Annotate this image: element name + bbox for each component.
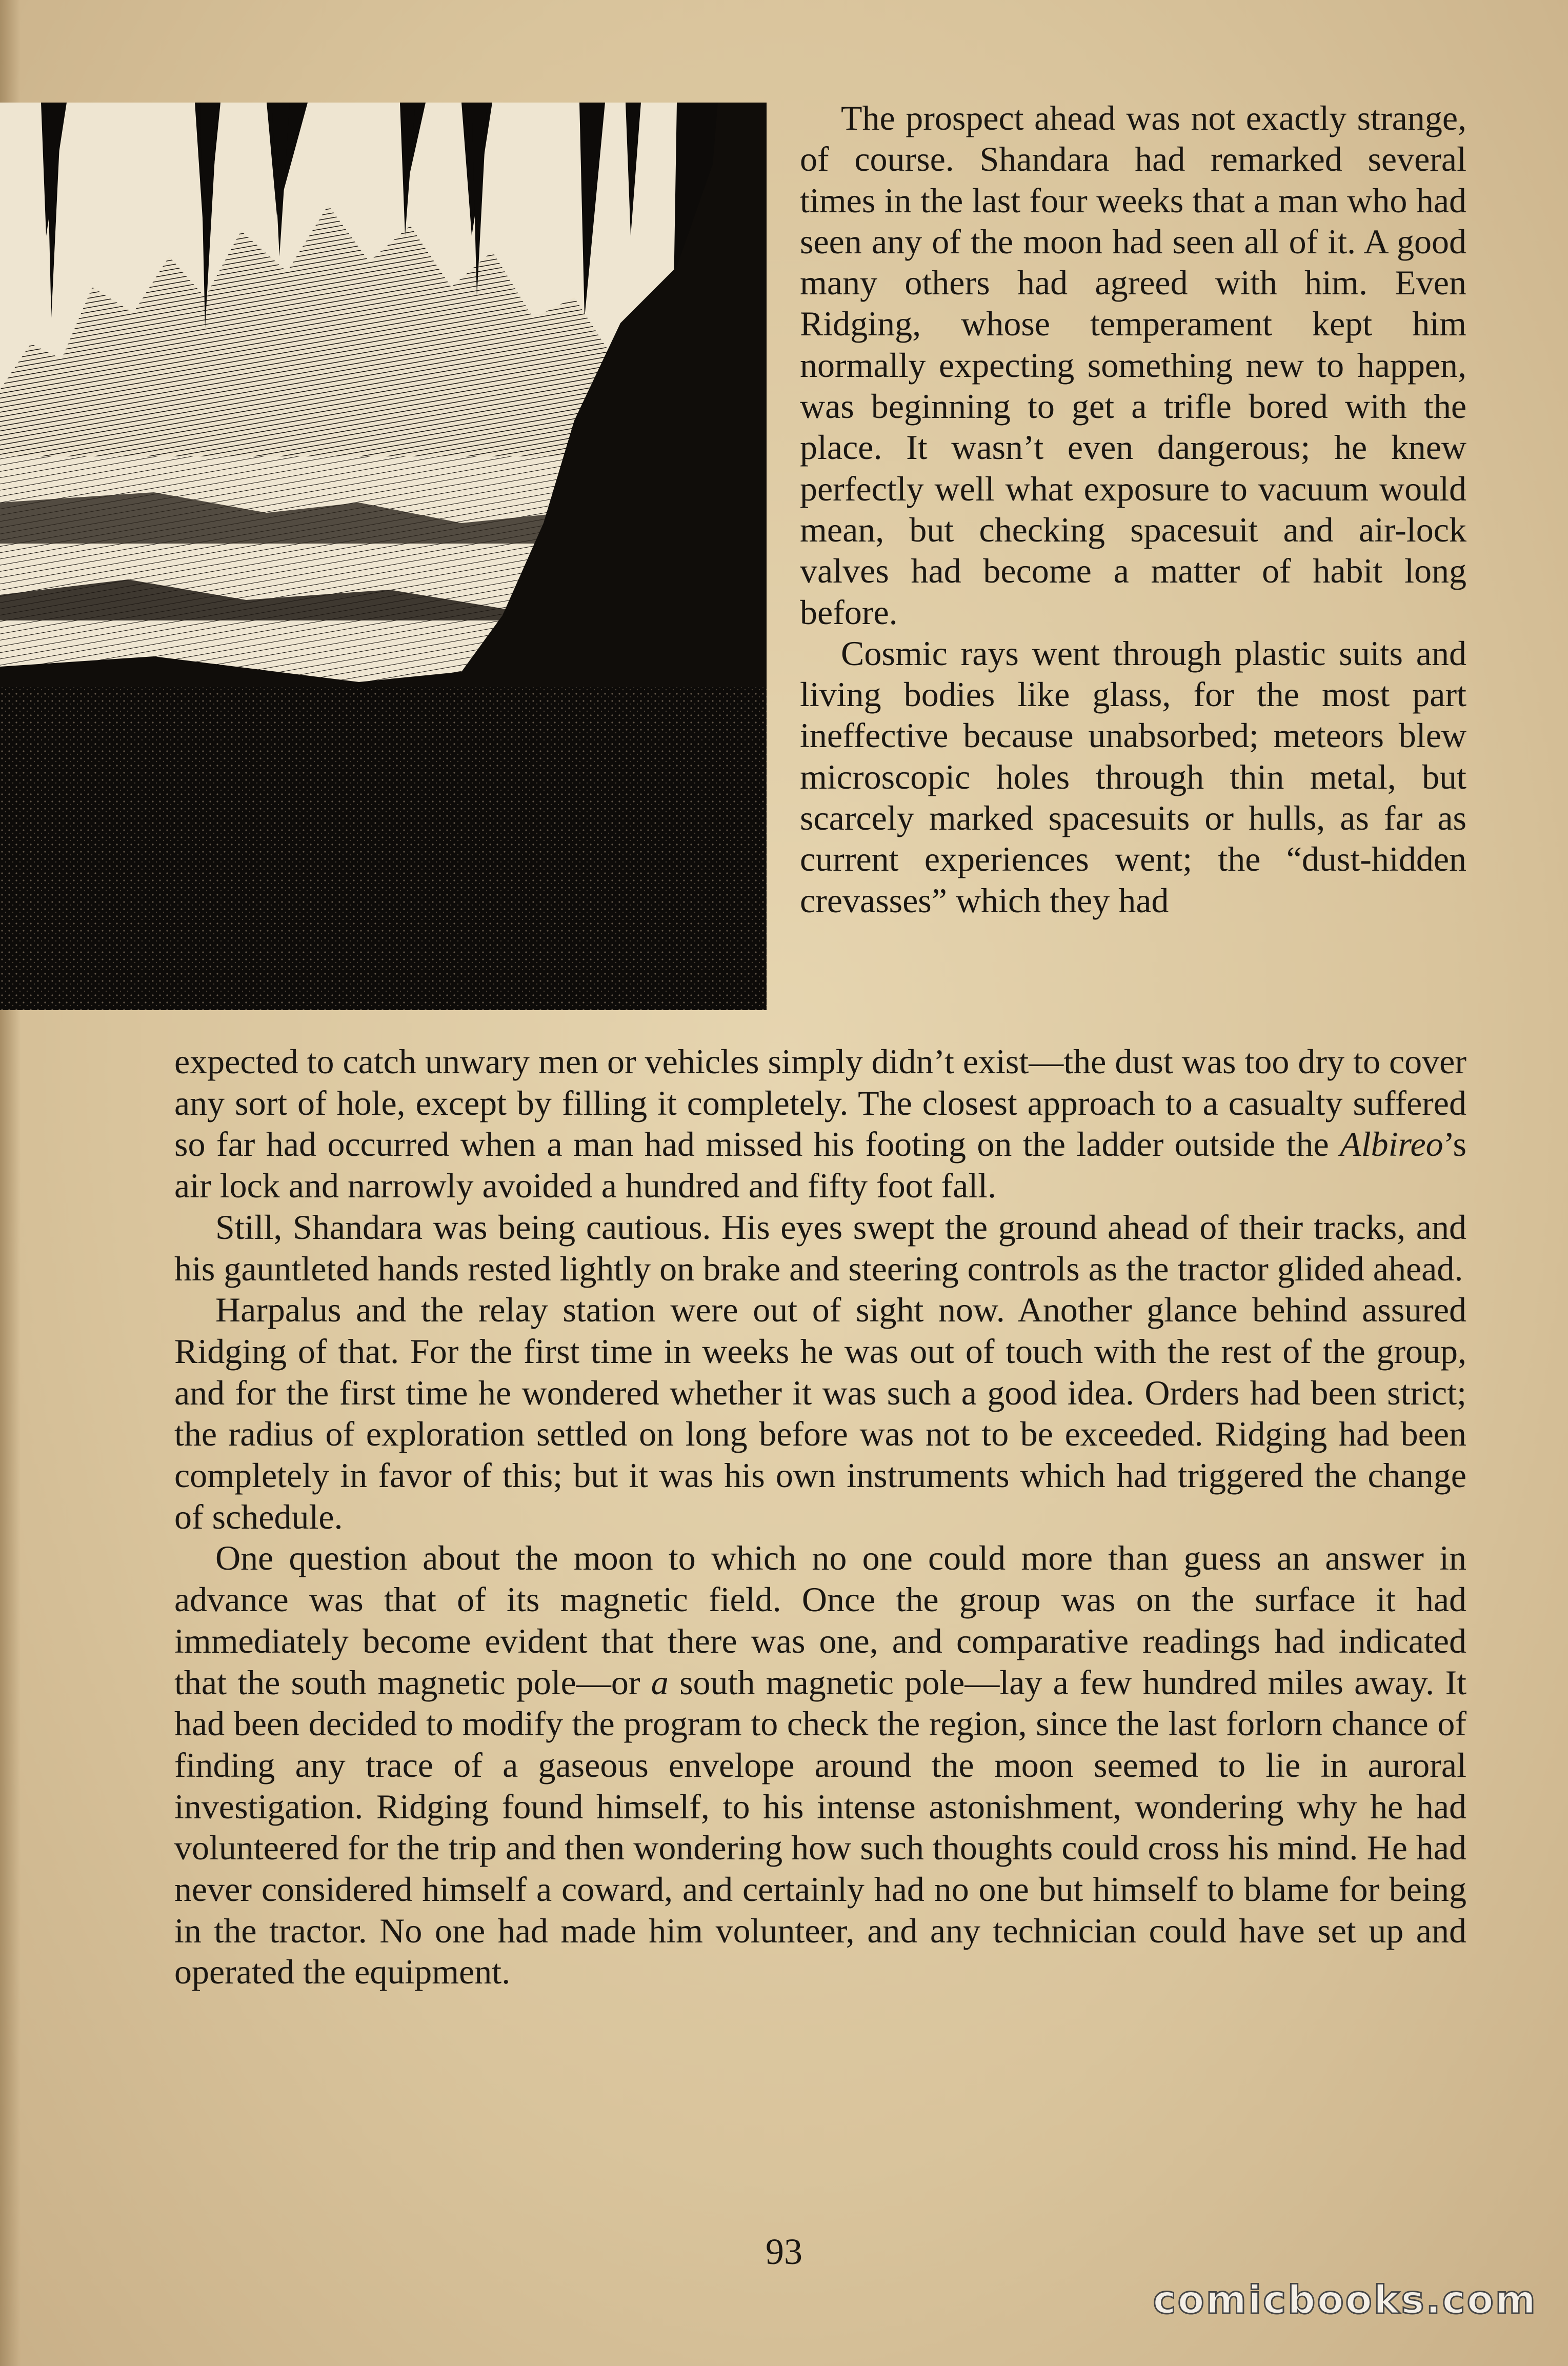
full-width-text — [174, 1041, 1466, 1993]
watermark-logo: comicbooks.com — [1153, 2277, 1537, 2322]
ship-name-italic: Albireo — [1340, 1125, 1443, 1164]
paragraph-prospect: The prospect ahead was not exactly strange, of course. Shandara had remarked several times in the last four weeks that a man who had seen any of the moon had seen all of it. A good many others had agreed with him. Even Ridging, whose temperament kept him normally expecting something new to happen, was beginning to get a trifle bored with the place. It wasn’t even dangerous; he knew perfectly well what exposure to vacuum would mean, but checking spacesuit and air-lock valves had become a matter of habit long before. — [800, 98, 1466, 632]
paragraph-harpalus: Harpalus and the relay station were out of sight now. Another glance behind assured Ridging of that. For the first time in weeks he was out of touch with the rest of the group, and for the first time he wondered whether it was such a good idea. Orders had been strict; the radius of exploration settled on long before was not to be exceeded. Ridging had been completely in favor of this; but it was his own instruments which had triggered the change of schedule. — [174, 1290, 1466, 1536]
italic-a: a — [651, 1662, 669, 1702]
paragraph-cosmic-rays-continued: expected to catch unwary men or vehicles simply didn’t exist—the dust was too dry to cover any sort of hole, except by filling it completely. The closest approach to a casualty suffered so far had occurred when a man had missed his footing on the ladder outside the Albireo’s air lock and narrowly avoided a hundred and fifty foot fall. — [174, 1042, 1466, 1206]
paragraph-magnetic-field: One question about the moon to which no one could more than guess an answer in advance was that of its magnetic field. Once the group was on the surface it had immediately become evident that there was one, and comparative readings had indicated that the south magnetic pole—or a south magnetic pole—lay a few hundred miles away. It had been decided to modify the program to check the region, since the last forlorn chance of finding any trace of a gaseous envelope around the moon seemed to lie in auroral investigation. Ridging found himself, to his intense astonishment, wondering why he had volunteered for the trip and then wondering how such thoughts could cross his mind. He had never considered himself a coward, and certainly had no one but himself to blame for being in the tractor. No one had made him volunteer, and any technician could have set up and operated the equipment. — [174, 1538, 1466, 1992]
lunar-landscape-illustration — [0, 103, 767, 1010]
paragraph-cosmic-rays: Cosmic rays went through plastic suits and living bodies like glass, for the most part ineffective because unabsorbed; meteors blew microscopic holes through thin metal, but scarcely marked spacesuits or hulls, as far as current experiences went; the “dust-hidden crevasses” which they had — [800, 633, 1466, 920]
column-text — [800, 97, 1466, 921]
paragraph-shandara: Still, Shandara was being cautious. His eyes swept the ground ahead of their tracks, and his gauntleted hands rested lightly on brake and steering controls as the tractor glided ahead. — [174, 1207, 1466, 1288]
page-number: 93 — [766, 2231, 802, 2272]
